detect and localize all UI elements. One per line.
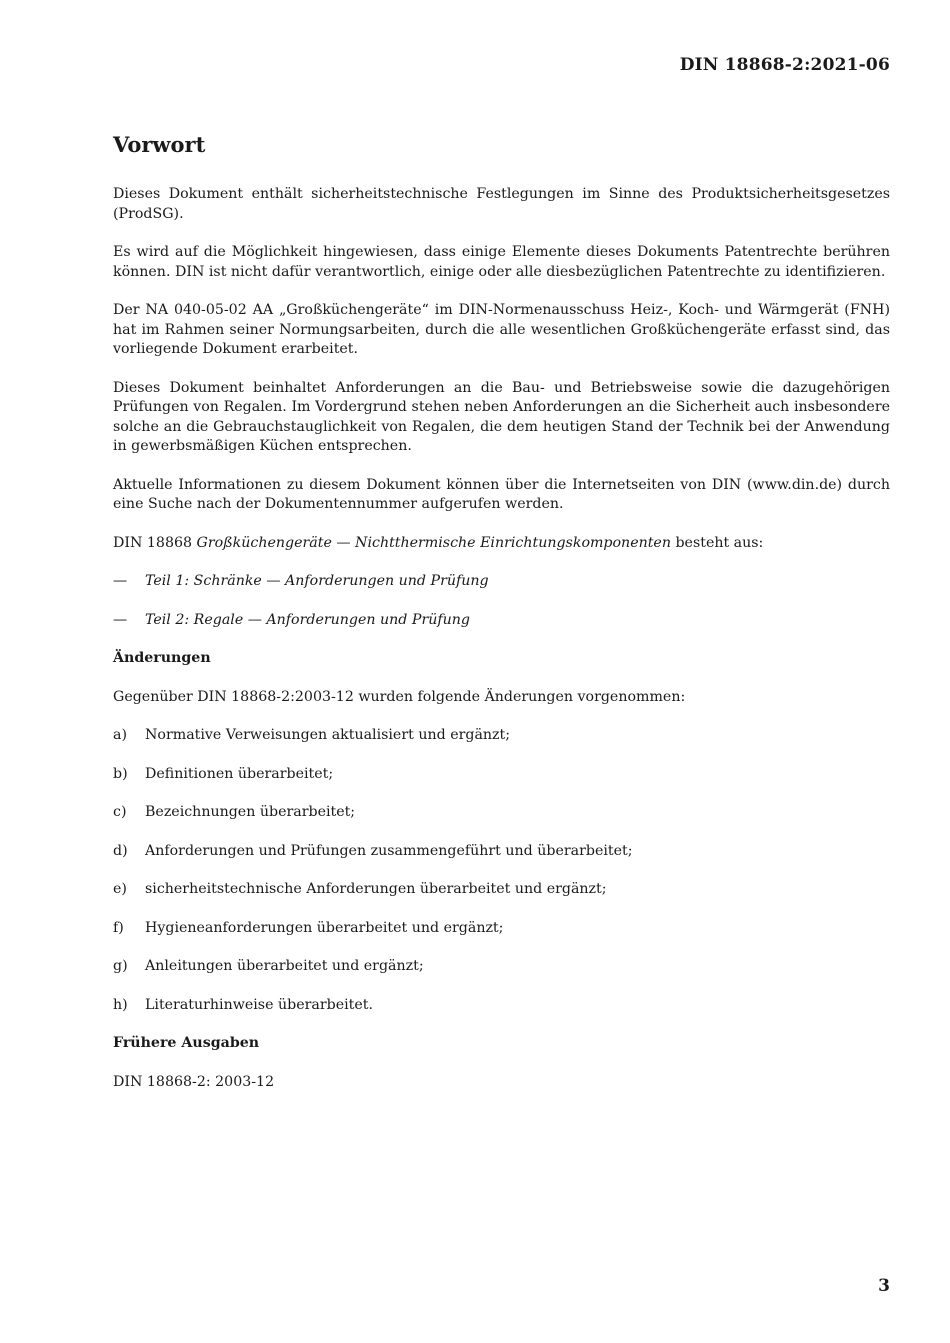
change-marker: h) <box>113 996 128 1013</box>
changes-intro: Gegenüber DIN 18868-2:2003-12 wurden folgende Änderungen vorgenommen: <box>113 688 686 705</box>
series-suffix: besteht aus: <box>670 534 764 551</box>
change-marker: d) <box>113 842 128 859</box>
change-text: Literaturhinweise überarbeitet. <box>145 996 373 1013</box>
paragraph-information: Aktuelle Informationen zu diesem Dokument können über die Internetseiten von DIN (www.din.de) durch eine Suche nach der Dokumentennummer aufgerufen werden. <box>113 476 890 512</box>
change-item <box>113 842 890 862</box>
paragraph-committee: Der NA 040-05-02 AA „Großküchengeräte“ im DIN-Normenausschuss Heiz-, Koch- und Wärmgerät (FNH) hat im Rahmen seiner Normungsarbeiten, durch die alle wesentlichen Großküchengeräte erfasst sind, das vorliegende Dokument erarbeitet. <box>113 302 890 357</box>
change-item <box>113 919 890 939</box>
change-marker: c) <box>113 804 127 820</box>
document-id-header: DIN 18868-2:2021-06 <box>679 55 890 75</box>
series-part-text: Teil 2: Regale — Anforderungen und Prüfung <box>145 611 470 628</box>
section-title: Vorwort <box>113 132 206 157</box>
series-prefix: DIN 18868 <box>113 534 197 551</box>
change-item <box>113 957 890 977</box>
change-item <box>113 726 890 746</box>
change-marker: g) <box>113 958 128 974</box>
change-text: Anleitungen überarbeitet und ergänzt; <box>145 958 424 974</box>
earlier-editions-heading: Frühere Ausgaben <box>113 1035 260 1051</box>
change-text: Hygieneanforderungen überarbeitet und ergänzt; <box>145 919 504 936</box>
change-marker: b) <box>113 765 128 782</box>
paragraph-prodsg: Dieses Dokument enthält sicherheitstechnische Festlegungen im Sinne des Produktsicherheitsgesetzes (ProdSG). <box>113 186 890 222</box>
change-text: Bezeichnungen überarbeitet; <box>145 804 356 820</box>
change-marker: f) <box>113 919 124 936</box>
change-text: Anforderungen und Prüfungen zusammengeführt und überarbeitet; <box>145 842 633 859</box>
change-text: sicherheitstechnische Anforderungen überarbeitet und ergänzt; <box>145 881 607 897</box>
change-item <box>113 996 890 1016</box>
change-marker: a) <box>113 727 127 743</box>
change-text: Normative Verweisungen aktualisiert und ergänzt; <box>145 727 511 743</box>
dash-marker: — <box>113 611 128 628</box>
paragraph-patents: Es wird auf die Möglichkeit hingewiesen, dass einige Elemente dieses Dokuments Patentrechte berühren können. DIN ist nicht dafür verantwortlich, einige oder alle diesbezüglichen Patentrechte zu identifizieren. <box>113 244 890 280</box>
paragraph-scope: Dieses Dokument beinhaltet Anforderungen an die Bau- und Betriebsweise sowie die dazugehörigen Prüfungen von Regalen. Im Vordergrund stehen neben Anforderungen an die Sicherheit auch insbesondere solche an die Gebrauchstauglichkeit von Regalen, die dem heutigen Stand der Technik bei der Anwendung in gewerbsmäßigen Küchen entsprechen. <box>113 379 890 454</box>
dash-marker: — <box>113 573 128 589</box>
change-text: Definitionen überarbeitet; <box>145 765 334 782</box>
series-part-text: Teil 1: Schränke — Anforderungen und Prüfung <box>145 573 489 589</box>
series-part-item <box>113 572 890 592</box>
document-body <box>113 130 890 1111</box>
change-item <box>113 765 890 785</box>
series-part-item <box>113 611 890 631</box>
change-item <box>113 803 890 823</box>
page-number: 3 <box>878 1276 890 1296</box>
change-item <box>113 880 890 900</box>
changes-heading: Änderungen <box>113 650 211 666</box>
earlier-editions-text: DIN 18868-2: 2003-12 <box>113 1073 275 1090</box>
series-title: Großküchengeräte — Nichtthermische Einrichtungskomponenten <box>196 534 671 551</box>
change-marker: e) <box>113 881 127 897</box>
series-statement <box>113 534 890 554</box>
